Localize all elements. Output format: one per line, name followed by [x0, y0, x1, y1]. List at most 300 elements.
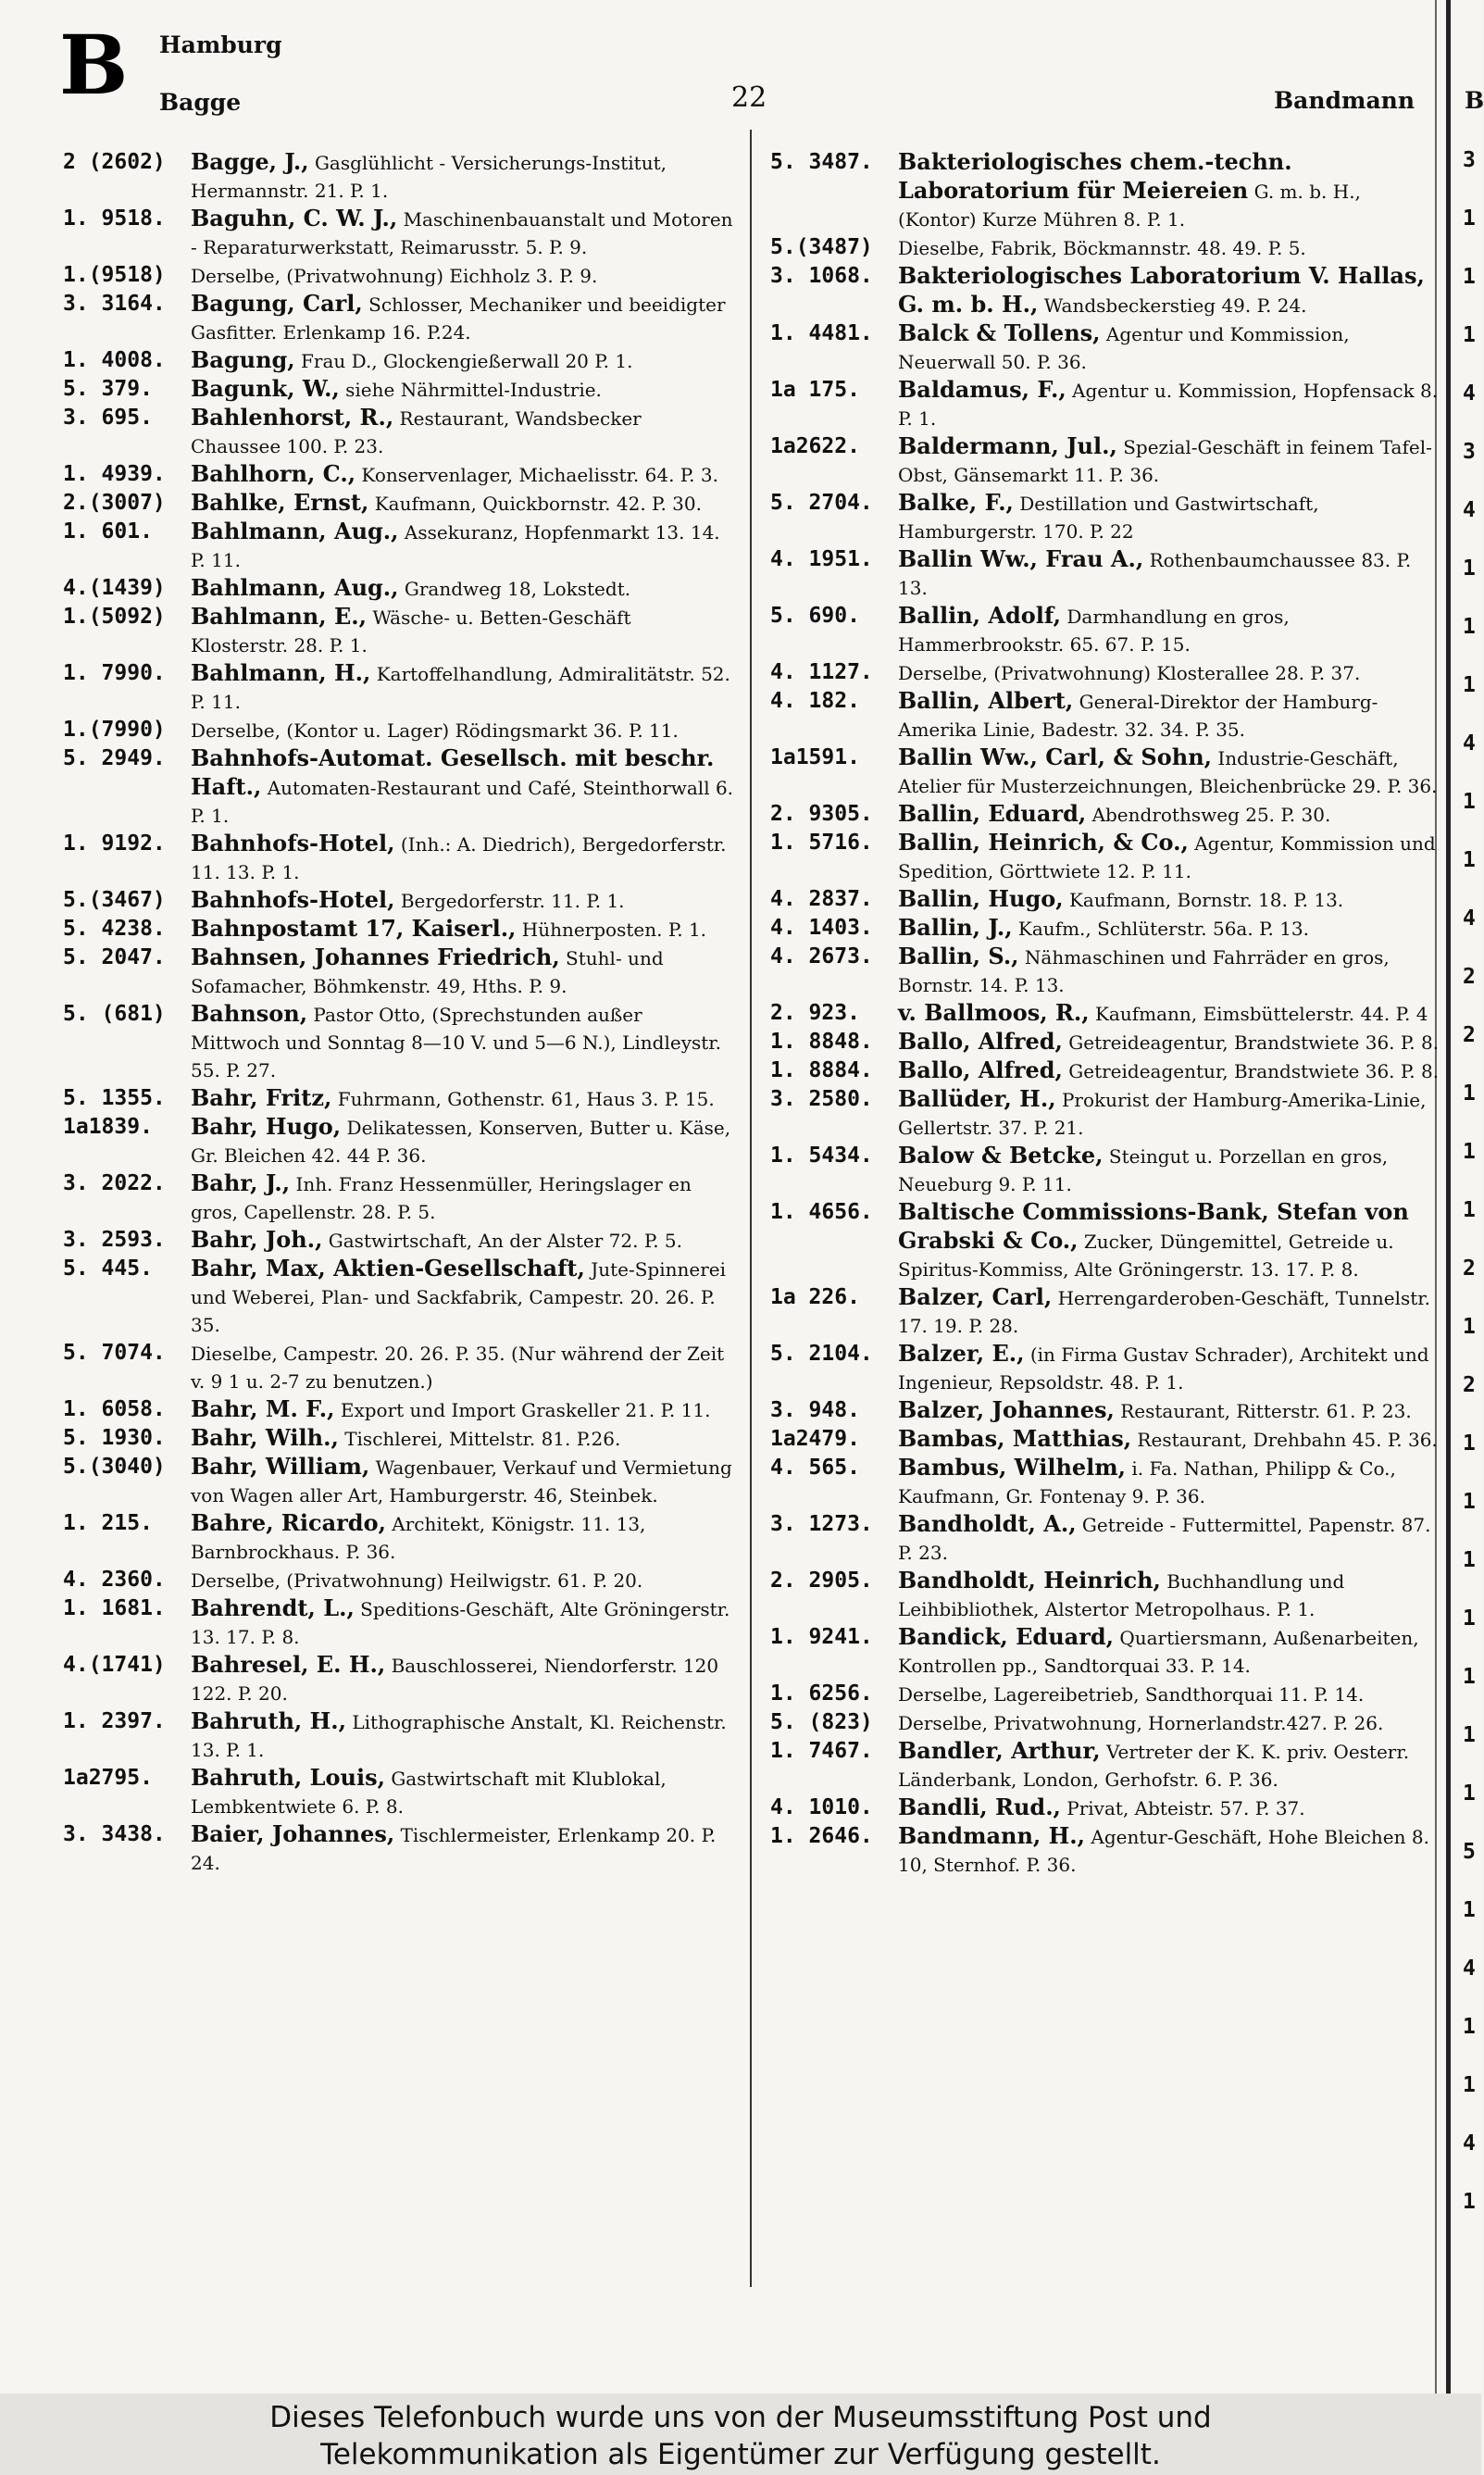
directory-entry [63, 659, 734, 716]
edge-digit: 2 [1463, 1373, 1476, 1397]
entry-details: Restaurant, Ritterstr. 61. P. 23. [1120, 1400, 1412, 1422]
directory-entry [770, 1680, 1441, 1708]
directory-entry [63, 1566, 734, 1594]
directory-entry [63, 1707, 734, 1764]
directory-entry [63, 915, 734, 944]
directory-entry [63, 489, 734, 518]
directory-entry [770, 1623, 1441, 1680]
entry-details: Wäsche- u. Betten-Geschäft Klosterstr. 28. P. 1. [191, 606, 631, 656]
edge-digit: 1 [1463, 1723, 1476, 1747]
directory-entry [63, 716, 734, 744]
entry-name: Bagung, Carl, [191, 290, 363, 317]
phone-number: 1. 9518. [63, 206, 166, 231]
entry-details: Export und Import Graskeller 21. P. 11. [340, 1399, 711, 1421]
edge-digit: 4 [1463, 498, 1476, 522]
entry-name: Ballin, J., [898, 914, 1013, 941]
directory-entry [770, 1142, 1441, 1198]
entry-body [898, 829, 1441, 885]
entry-body [191, 830, 734, 886]
phone-number: 1. 6256. [770, 1681, 873, 1706]
entry-details: Bergedorferstr. 11. P. 1. [400, 890, 625, 912]
edge-digit: 4 [1463, 731, 1476, 756]
entry-details: Assekuranz, Hopfenmarkt 13. 14. P. 11. [191, 521, 720, 571]
entry-body [191, 460, 734, 489]
directory-entry [63, 1509, 734, 1566]
directory-entry [63, 944, 734, 1000]
directory-entry [770, 1708, 1441, 1737]
directory-entry [770, 829, 1441, 885]
entry-name: Balzer, Johannes, [898, 1396, 1115, 1423]
entry-body [898, 1396, 1441, 1425]
directory-entry [63, 1226, 734, 1255]
entry-name: Bandholdt, A., [898, 1510, 1077, 1537]
phone-number: 4. 565. [770, 1456, 860, 1480]
edge-digit: 5 [1463, 1840, 1476, 1864]
phone-number: 4. 1951. [770, 547, 873, 571]
entry-name: Bahlmann, Aug., [191, 574, 399, 601]
entry-name: Bandholdt, Heinrich, [898, 1567, 1161, 1594]
entry-details: Bauschlosserei, Niendorferstr. 120 122. P. 20. [191, 1655, 719, 1705]
directory-entry [770, 1737, 1441, 1794]
entry-name: Ballin, Albert, [898, 687, 1074, 714]
entry-name: Bahlhorn, C., [191, 460, 356, 487]
entry-body [898, 1794, 1441, 1822]
phone-number: 5. (681) [63, 1002, 166, 1026]
entry-body [191, 346, 734, 375]
edge-digit: 1 [1463, 848, 1476, 872]
entry-details: Agentur und Kommission, Neuerwall 50. P. 36. [898, 323, 1350, 373]
entry-body [898, 262, 1441, 319]
entry-body [898, 943, 1441, 999]
entry-name: Balow & Betcke, [898, 1142, 1104, 1169]
entry-body [898, 1510, 1441, 1567]
phone-number: 1. 5434. [770, 1144, 873, 1168]
entry-name: Baguhn, C. W. J., [191, 205, 398, 231]
entry-name: Bahnson, [191, 1000, 308, 1027]
entry-name: Baier, Johannes, [191, 1820, 395, 1847]
entry-details: Derselbe, (Privatwohnung) Eichholz 3. P. 9. [191, 265, 598, 287]
left-column [63, 148, 734, 1877]
entry-body [191, 1594, 734, 1651]
directory-entry [63, 1339, 734, 1395]
directory-entry [63, 290, 734, 346]
entry-details: Agentur u. Kommission, Hopfensack 8. P. 1. [898, 380, 1439, 430]
phone-number: 2. 2905. [770, 1569, 873, 1593]
entry-name: Bahruth, Louis, [191, 1764, 385, 1791]
entry-name: Bahr, M. F., [191, 1395, 335, 1422]
directory-entry [63, 346, 734, 375]
phone-number: 5. 1355. [63, 1086, 166, 1110]
edge-digit: 3 [1463, 440, 1476, 464]
phone-number: 1a2795. [63, 1766, 153, 1790]
entry-name: Bahruth, H., [191, 1707, 347, 1734]
entry-body [898, 914, 1441, 943]
footer-line-2: Telekommunikation als Eigentümer zur Verfügung gestellt. [320, 2438, 1161, 2471]
directory-entry [63, 1000, 734, 1084]
phone-number: 2.(3007) [63, 491, 166, 515]
phone-number: 1. 4008. [63, 348, 166, 372]
entry-name: Bandler, Arthur, [898, 1737, 1101, 1764]
phone-number: 3. 3164. [63, 292, 166, 316]
footer-notice [0, 2394, 1481, 2475]
entry-details: Wagenbauer, Verkauf und Vermietung von Wagen aller Art, Hamburgerstr. 46, Steinbek. [191, 1456, 732, 1506]
directory-entry [770, 1454, 1441, 1510]
entry-name: Bahlmann, E., [191, 603, 367, 630]
header-last-entry: Bandmann [1274, 87, 1415, 114]
entry-body [898, 148, 1441, 233]
directory-entry [770, 658, 1441, 687]
directory-entry [63, 1084, 734, 1113]
directory-entry [63, 1113, 734, 1169]
entry-name: Bahlenhorst, R., [191, 404, 394, 431]
edge-digit: 1 [1463, 265, 1476, 289]
entry-details: Darmhandlung en gros, Hammerbrookstr. 65. 67. P. 15. [898, 606, 1290, 656]
entry-body [191, 886, 734, 915]
phone-number: 1a1839. [63, 1115, 153, 1139]
entry-body [191, 1424, 734, 1453]
directory-entry [770, 1283, 1441, 1340]
entry-body [898, 545, 1441, 602]
directory-entry [63, 744, 734, 830]
entry-body [191, 944, 734, 1000]
edge-digit: 1 [1463, 673, 1476, 697]
directory-entry [770, 1085, 1441, 1142]
entry-body [898, 1567, 1441, 1623]
phone-number: 1. 9192. [63, 831, 166, 856]
phone-number: 1. 2646. [770, 1824, 873, 1848]
entry-body [898, 376, 1441, 432]
phone-number: 3. 1273. [770, 1512, 873, 1536]
directory-entry [770, 1028, 1441, 1056]
entry-details: Privat, Abteistr. 57. P. 37. [1066, 1797, 1305, 1819]
entry-body [191, 744, 734, 830]
directory-entry [63, 1651, 734, 1707]
directory-entry [770, 687, 1441, 744]
directory-entry [63, 404, 734, 460]
entry-name: Bandmann, H., [898, 1822, 1086, 1849]
directory-entry [63, 460, 734, 489]
directory-entry [63, 1453, 734, 1509]
phone-number: 1. 4656. [770, 1200, 873, 1224]
directory-entry [770, 262, 1441, 319]
phone-number: 5. 4238. [63, 917, 166, 941]
edge-digit: 1 [1463, 1548, 1476, 1572]
entry-details: Tischlerei, Mittelstr. 81. P.26. [344, 1428, 621, 1450]
entry-name: Bandick, Eduard, [898, 1623, 1114, 1650]
phone-number: 1.(9518) [63, 263, 166, 287]
directory-entry [63, 603, 734, 659]
phone-number: 5. 2104. [770, 1342, 873, 1366]
edge-digit: 1 [1463, 2073, 1476, 2097]
edge-digit: 1 [1463, 1898, 1476, 1922]
entry-name: Bahr, Joh., [191, 1226, 323, 1253]
entry-details: Kaufmann, Bornstr. 18. P. 13. [1068, 889, 1344, 911]
directory-entry [63, 1594, 734, 1651]
entry-details: Speditions-Geschäft, Alte Gröningerstr. 13. 17. P. 8. [191, 1598, 730, 1648]
phone-number: 3. 948. [770, 1398, 860, 1422]
entry-name: Ballin, Eduard, [898, 800, 1087, 827]
entry-details: siehe Nährmittel-Industrie. [345, 379, 602, 401]
phone-number: 5.(3467) [63, 888, 166, 912]
phone-number: 2 (2602) [63, 150, 166, 174]
entry-details: Getreideagentur, Brandstwiete 36. P. 8. [1068, 1031, 1440, 1054]
entry-details: Agentur-Geschäft, Hohe Bleichen 8. 10, Sternhof. P. 36. [898, 1826, 1429, 1876]
entry-name: Bahnpostamt 17, Kaiserl., [191, 915, 517, 942]
directory-entry [63, 830, 734, 886]
edge-digit: 2 [1463, 1256, 1476, 1281]
entry-body [191, 1820, 734, 1877]
entry-name: Bakteriologisches Laboratorium V. Hallas, G. m. b. H., [898, 262, 1425, 318]
entry-name: Bahlke, Ernst, [191, 489, 369, 516]
directory-entry [63, 375, 734, 404]
phone-number: 5. 379. [63, 377, 153, 401]
entry-details: Architekt, Königstr. 11. 13, Barnbrockhaus. P. 36. [191, 1513, 646, 1563]
phone-number: 2. 9305. [770, 802, 873, 826]
entry-name: Ballo, Alfred, [898, 1056, 1063, 1083]
entry-body [191, 489, 734, 518]
edge-digit: 1 [1463, 1140, 1476, 1164]
entry-name: v. Ballmoos, R., [898, 999, 1090, 1026]
edge-digit: 1 [1463, 790, 1476, 814]
phone-number: 1a 175. [770, 378, 860, 402]
entry-name: Balck & Tollens, [898, 319, 1101, 346]
entry-name: Bahr, Hugo, [191, 1113, 342, 1140]
directory-entry [63, 205, 734, 261]
entry-details: Automaten-Restaurant und Café, Steinthorwall 6. P. 1. [191, 777, 734, 827]
entry-details: General-Direktor der Hamburg-Amerika Linie, Badestr. 32. 34. P. 35. [898, 691, 1378, 741]
edge-digit: 1 [1463, 1781, 1476, 1806]
entry-body [898, 744, 1441, 800]
entry-body [191, 1651, 734, 1707]
edge-digit: 1 [1463, 323, 1476, 347]
directory-entry [63, 518, 734, 574]
phone-number: 4. 1010. [770, 1795, 873, 1819]
entry-body [898, 800, 1441, 829]
directory-entry [63, 1255, 734, 1339]
edge-digit: 1 [1463, 2015, 1476, 2039]
entry-name: Bahrendt, L., [191, 1594, 355, 1621]
entry-body [191, 261, 734, 290]
directory-entry [770, 545, 1441, 602]
entry-name: Bahnhofs-Hotel, [191, 886, 395, 913]
entry-body [191, 205, 734, 261]
phone-number: 4.(1439) [63, 576, 166, 600]
entry-body [898, 1085, 1441, 1142]
entry-body [898, 1680, 1441, 1708]
entry-details: (Inh.: A. Diedrich), Bergedorferstr. 11. 13. P. 1. [191, 833, 727, 883]
phone-number: 3. 2580. [770, 1087, 873, 1111]
edge-digit: 4 [1463, 381, 1476, 406]
entry-details: Vertreter der K. K. priv. Oesterr. Länderbank, London, Gerhofstr. 6. P. 36. [898, 1741, 1410, 1791]
entry-name: Ballüder, H., [898, 1085, 1056, 1112]
entry-body [898, 687, 1441, 744]
phone-number: 5. 690. [770, 604, 860, 628]
directory-entry [770, 999, 1441, 1028]
directory-entry [770, 602, 1441, 658]
entry-body [191, 1509, 734, 1566]
entry-name: Bagunk, W., [191, 375, 340, 402]
entry-name: Baltische Commissions-Bank, Stefan von Grabski & Co., [898, 1198, 1409, 1254]
directory-entry [63, 886, 734, 915]
entry-details: Buchhandlung und Leihbibliothek, Alstertor Metropolhaus. P. 1. [898, 1570, 1345, 1620]
header-first-entry: Bagge [159, 89, 242, 116]
entry-details: Getreide - Futtermittel, Papenstr. 87. P. 23. [898, 1514, 1431, 1564]
phone-number: 1a1591. [770, 745, 860, 769]
entry-body [898, 1142, 1441, 1198]
entry-body [191, 659, 734, 716]
entry-name: Bakteriologisches chem.-techn. Laboratorium für Meiereien [898, 148, 1292, 204]
directory-entry [770, 1396, 1441, 1425]
entry-name: Ballo, Alfred, [898, 1028, 1063, 1055]
directory-entry [770, 432, 1441, 489]
entry-details: Wandsbeckerstieg 49. P. 24. [1043, 294, 1307, 317]
phone-number: 3. 2593. [63, 1228, 166, 1252]
edge-digit: 4 [1463, 2131, 1476, 2156]
entry-body [191, 1169, 734, 1226]
column-divider [750, 130, 752, 2287]
directory-entry [63, 1169, 734, 1226]
entry-body [191, 915, 734, 944]
entry-details: Agentur, Kommission und Spedition, Görttwiete 12. P. 11. [898, 832, 1436, 882]
entry-body [191, 404, 734, 460]
entry-details: Abendrothsweg 25. P. 30. [1091, 804, 1331, 826]
entry-details: (in Firma Gustav Schrader), Architekt und Ingenieur, Repsoldstr. 48. P. 1. [898, 1344, 1429, 1394]
directory-entry [770, 943, 1441, 999]
edge-digit: 1 [1463, 1431, 1476, 1456]
entry-details: Schlosser, Mechaniker und beeidigter Gasfitter. Erlenkamp 16. P.24. [191, 294, 726, 344]
directory-entry [63, 261, 734, 290]
phone-number: 5. 3487. [770, 150, 873, 174]
entry-details: Pastor Otto, (Sprechstunden außer Mittwoch und Sonntag 8—10 V. und 5—6 N.), Lindleystr. 55. P. 27. [191, 1004, 722, 1081]
phone-number: 5. 1930. [63, 1426, 166, 1450]
edge-digit: 1 [1463, 1490, 1476, 1514]
edge-digit: 1 [1463, 1665, 1476, 1689]
entry-name: Baldermann, Jul., [898, 432, 1117, 459]
entry-details: Herrengarderoben-Geschäft, Tunnelstr. 17. 19. P. 28. [898, 1287, 1430, 1337]
entry-details: Quartiersmann, Außenarbeiten, Kontrollen pp., Sandtorquai 33. P. 14. [898, 1627, 1419, 1677]
entry-name: Bahnhofs-Automat. Gesellsch. mit beschr. Haft., [191, 744, 715, 800]
directory-entry [770, 744, 1441, 800]
entry-name: Ballin, Heinrich, & Co., [898, 829, 1189, 856]
edge-digit: 1 [1463, 1081, 1476, 1106]
entry-details: Jute-Spinnerei und Weberei, Plan- und Sackfabrik, Campestr. 20. 26. P. 35. [191, 1258, 727, 1336]
edge-digit: 1 [1463, 556, 1476, 581]
directory-entry [770, 1340, 1441, 1396]
entry-details: Hühnerposten. P. 1. [521, 919, 707, 941]
directory-entry [63, 1764, 734, 1820]
edge-digit: 1 [1463, 1606, 1476, 1631]
entry-details: Maschinenbauanstalt und Motoren - Reparaturwerkstatt, Reimarusstr. 5. P. 9. [191, 208, 733, 258]
phone-number: 3. 3438. [63, 1822, 166, 1846]
page-number: 22 [731, 81, 767, 114]
entry-name: Ballin Ww., Carl, & Sohn, [898, 744, 1212, 770]
entry-body [191, 1395, 734, 1424]
entry-body [191, 375, 734, 404]
edge-digit: 2 [1463, 1023, 1476, 1047]
entry-name: Bahlmann, H., [191, 659, 371, 686]
entry-body [898, 1708, 1441, 1737]
phone-number: 5. (823) [770, 1710, 873, 1734]
entry-name: Balzer, E., [898, 1340, 1025, 1367]
phone-number: 5. 445. [63, 1256, 153, 1281]
entry-body [898, 233, 1441, 262]
phone-number: 1. 9241. [770, 1625, 873, 1649]
edge-digit: 2 [1463, 965, 1476, 989]
edge-digit: 1 [1463, 1315, 1476, 1339]
entry-details: Dieselbe, Campestr. 20. 26. P. 35. (Nur während der Zeit v. 9 1 u. 2-7 zu benutzen.) [191, 1343, 725, 1393]
entry-body [898, 885, 1441, 914]
phone-number: 1. 215. [63, 1511, 153, 1535]
entry-details: Kaufmann, Eimsbüttelerstr. 44. P. 4 [1094, 1003, 1428, 1025]
entry-name: Bahr, Fritz, [191, 1084, 332, 1111]
directory-entry [63, 1424, 734, 1453]
phone-number: 1. 7990. [63, 661, 166, 685]
phone-number: 1. 1681. [63, 1596, 166, 1620]
entry-details: Prokurist der Hamburg-Amerika-Linie, Gellertstr. 37. P. 21. [898, 1089, 1427, 1139]
right-column [770, 148, 1441, 1879]
directory-entry [770, 148, 1441, 233]
directory-entry [770, 1056, 1441, 1085]
edge-digit: 4 [1463, 1956, 1476, 1981]
phone-number: 5. 2704. [770, 491, 873, 515]
phone-number: 4.(1741) [63, 1653, 166, 1677]
directory-entry [770, 489, 1441, 545]
entry-body [191, 1000, 734, 1084]
entry-name: Bahr, Wilh., [191, 1424, 339, 1451]
directory-entry [770, 1794, 1441, 1822]
phone-number: 1. 8884. [770, 1058, 873, 1082]
directory-entry [63, 1395, 734, 1424]
phone-number: 4. 2673. [770, 944, 873, 969]
directory-entry [770, 885, 1441, 914]
entry-details: Inh. Franz Hessenmüller, Heringslager en gros, Capellenstr. 28. P. 5. [191, 1173, 692, 1223]
entry-name: Ballin, Hugo, [898, 885, 1064, 912]
phone-number: 3. 1068. [770, 264, 873, 288]
phone-number: 5.(3487) [770, 235, 873, 259]
entry-body [898, 319, 1441, 376]
entry-body [898, 658, 1441, 687]
phone-number: 1. 7467. [770, 1739, 873, 1763]
directory-entry [63, 574, 734, 603]
header-city: Hamburg [159, 31, 282, 58]
entry-name: Balke, F., [898, 489, 1014, 516]
entry-body [898, 432, 1441, 489]
entry-name: Bahre, Ricardo, [191, 1509, 386, 1536]
entry-body [191, 1566, 734, 1594]
directory-entry [770, 800, 1441, 829]
phone-number: 1. 5716. [770, 831, 873, 855]
entry-name: Bambas, Matthias, [898, 1425, 1132, 1452]
entry-name: Bahr, Max, Aktien-Gesellschaft, [191, 1255, 585, 1281]
edge-digit: 1 [1463, 1198, 1476, 1222]
phone-number: 4. 182. [770, 689, 860, 713]
entry-details: Derselbe, (Privatwohnung) Klosterallee 28. P. 37. [898, 662, 1361, 684]
entry-body [898, 1623, 1441, 1680]
entry-body [191, 574, 734, 603]
phone-number: 4. 2837. [770, 887, 873, 911]
entry-body [898, 602, 1441, 658]
entry-details: Zucker, Düngemittel, Getreide u. Spiritus-Kommiss, Alte Gröningerstr. 13. 17. P. 8. [898, 1231, 1394, 1281]
directory-entry [770, 233, 1441, 262]
entry-body [898, 1822, 1441, 1879]
entry-name: Baldamus, F., [898, 376, 1066, 403]
entry-details: Dieselbe, Fabrik, Böckmannstr. 48. 49. P. 5. [898, 237, 1306, 259]
phone-number: 1. 601. [63, 519, 153, 544]
entry-details: Kartoffelhandlung, Admiralitätstr. 52. P. 11. [191, 663, 730, 713]
entry-body [898, 1425, 1441, 1454]
entry-body [191, 1339, 734, 1395]
entry-details: Konservenlager, Michaelisstr. 64. P. 3. [361, 464, 718, 486]
